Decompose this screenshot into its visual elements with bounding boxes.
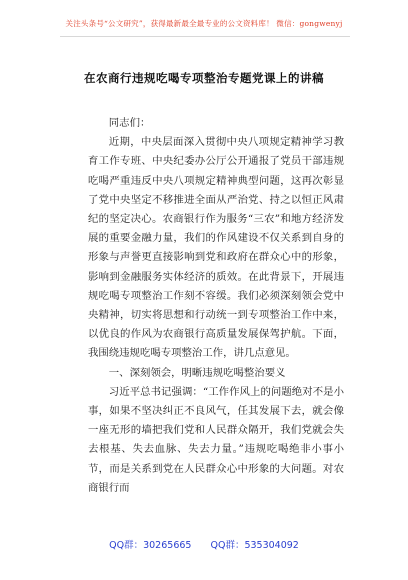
document-body [88, 114, 344, 498]
footer-qq-group-2: QQ群：535304092 [210, 540, 299, 551]
header-note: 关注头条号“公文研究”，获得最新最全最专业的公文资料库！ 微信：gongwenyj [65, 19, 343, 28]
body-paragraph: 近期，中央层面深入贯彻中央八项规定精神学习教育工作专班、中央纪委办公厅公开通报了党员干部违规吃喝严重违反中央八项规定精神典型问题，这再次彰显了党中央坚定不移推进全面从严治党、持之以恒正风肃纪的坚定决心。农商银行作为服务“三农”和地方经济发展的重要金融力量，我们的作风建设不仅关系到自身的形象与声誉更直接影响到党和政府在群众心中的形象，影响到金融服务实体经济的质效。在此背景下，开展违规吃喝专项整治工作刻不容缓。我们必须深刻领会党中央精神，切实将思想和行动统一到专项整治工作中来，以优良的作风为农商银行高质量发展保驾护航。下面，我围绕违规吃喝专项整治工作，讲几点意见。 [88, 136, 344, 360]
footer-qq-group-1: QQ群：30265665 [109, 540, 192, 551]
salutation: 同志们： [108, 117, 151, 129]
footer [0, 537, 408, 551]
section-heading: 一、深刻领会，明晰违规吃喝整治要义 [108, 366, 286, 379]
header-divider [60, 36, 350, 37]
document-title: 在农商行违规吃喝专项整治专题党课上的讲稿 [84, 71, 324, 85]
body-paragraph: 习近平总书记强调：“工作作风上的问题绝对不是小事，如果不坚决纠正不良风气，任其发展下去，就会像一座无形的墙把我们党和人民群众隔开，我们党就会失去根基、失去血脉、失去力量。”违规吃喝绝非小事小节，而是关系到党在人民群众心中形象的大问题。对农商银行而 [88, 385, 344, 494]
